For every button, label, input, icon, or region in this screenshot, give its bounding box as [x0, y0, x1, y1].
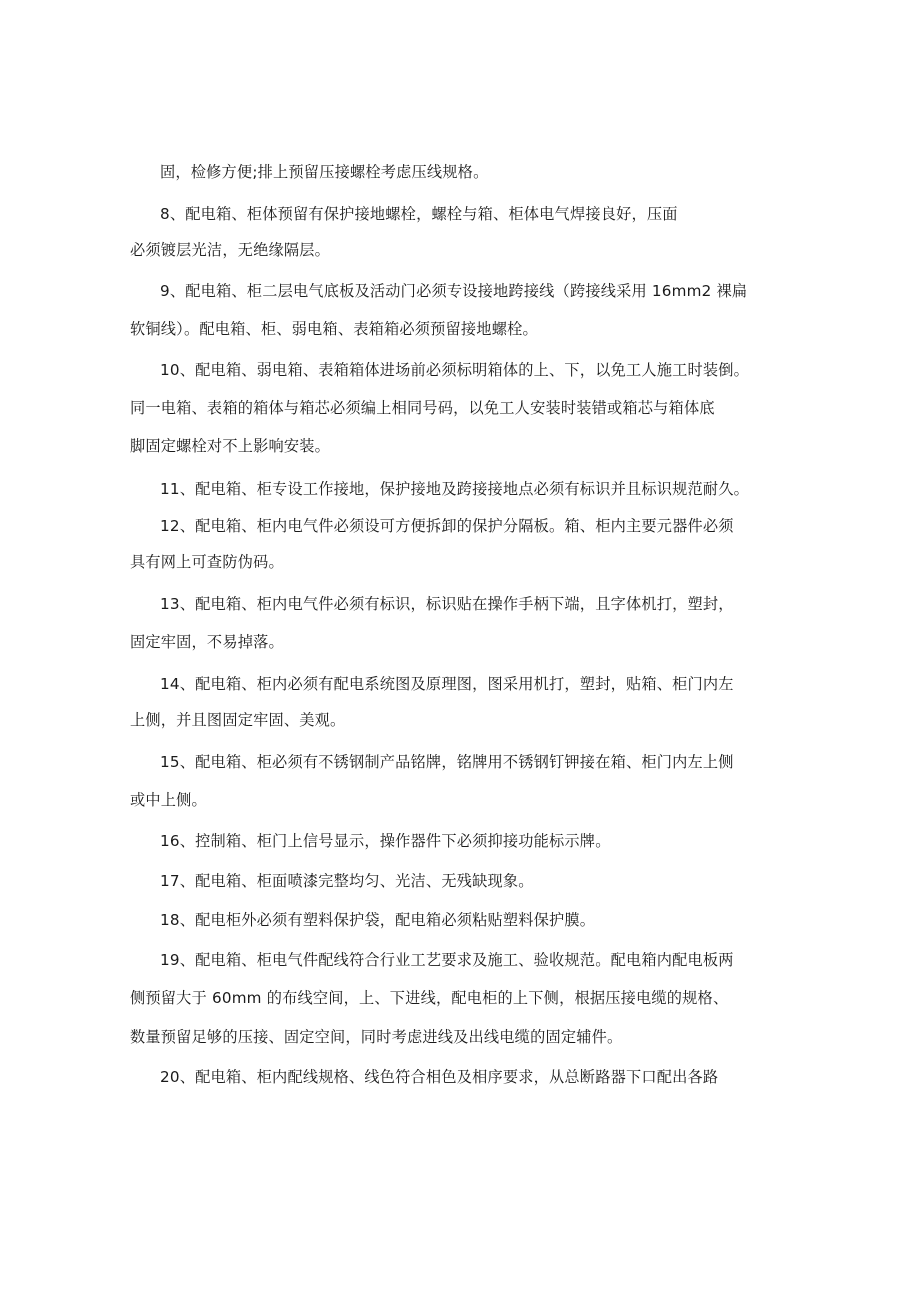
text-line: 15、配电箱、柜必须有不锈钢制产品铭牌，铭牌用不锈钢钉钾接在箱、柜门内左上侧	[160, 753, 734, 771]
text-line: 或中上侧。	[130, 791, 207, 809]
text-line: 必须镀层光洁，无绝缘隔层。	[130, 241, 331, 259]
text-line: 16、控制箱、柜门上信号显示，操作器件下必须抑接功能标示牌。	[160, 832, 611, 850]
text-line: 17、配电箱、柜面喷漆完整均匀、光洁、无残缺现象。	[160, 872, 534, 890]
text-line: 19、配电箱、柜电气件配线符合行业工艺要求及施工、验收规范。配电箱内配电板两	[160, 951, 734, 969]
text-line: 11、配电箱、柜专设工作接地，保护接地及跨接接地点必须有标识并且标识规范耐久。	[160, 480, 750, 498]
text-line: 固，检修方便;排上预留压接螺栓考虑压线规格。	[160, 163, 489, 181]
text-line: 9、配电箱、柜二层电气底板及活动门必须专设接地跨接线（跨接线采用 16mm2 裸扁	[160, 282, 748, 300]
text-line: 同一电箱、表箱的箱体与箱芯必须编上相同号码，以免工人安装时装错或箱芯与箱体底	[130, 399, 715, 417]
text-line: 固定牢固，不易掉落。	[130, 633, 284, 651]
text-line: 侧预留大于 60mm 的布线空间，上、下进线，配电柜的上下侧，根据压接电缆的规格、	[130, 989, 729, 1007]
text-line: 上侧，并且图固定牢固、美观。	[130, 711, 346, 729]
text-line: 14、配电箱、柜内必须有配电系统图及原理图，图采用机打，塑封，贴箱、柜门内左	[160, 675, 734, 693]
text-line: 13、配电箱、柜内电气件必须有标识，标识贴在操作手柄下端，且字体机打，塑封，	[160, 595, 734, 613]
text-line: 脚固定螺栓对不上影响安装。	[130, 437, 331, 455]
text-line: 20、配电箱、柜内配线规格、线色符合相色及相序要求，从总断路器下口配出各路	[160, 1068, 719, 1086]
text-line: 12、配电箱、柜内电气件必须设可方便拆卸的保护分隔板。箱、柜内主要元器件必须	[160, 517, 734, 535]
text-line: 18、配电柜外必须有塑料保护袋，配电箱必须粘贴塑料保护膜。	[160, 911, 596, 929]
text-line: 8、配电箱、柜体预留有保护接地螺栓，螺栓与箱、柜体电气焊接良好，压面	[160, 205, 678, 223]
text-line: 具有网上可查防伪码。	[130, 553, 284, 571]
text-line: 软铜线）。配电箱、柜、弱电箱、表箱箱必须预留接地螺栓。	[130, 320, 538, 338]
text-line: 10、配电箱、弱电箱、表箱箱体进场前必须标明箱体的上、下，以免工人施工时装倒。	[160, 361, 750, 379]
text-line: 数量预留足够的压接、固定空间，同时考虑进线及出线电缆的固定辅件。	[130, 1028, 623, 1046]
